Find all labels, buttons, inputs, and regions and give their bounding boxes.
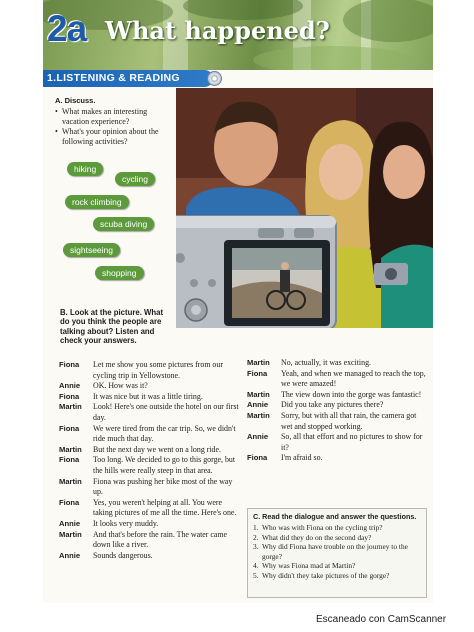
scanner-watermark: Escaneado con CamScanner [316, 614, 447, 625]
discuss-section [55, 96, 175, 147]
unit-number: 2a [47, 8, 87, 49]
dialogue-text: Look! Here's one outside the hotel on our first day. [93, 402, 239, 422]
question-item [253, 542, 421, 561]
dialogue-text: Yes, you weren't helping at all. You were taking pictures of me all the time. Here's one. [93, 497, 237, 518]
dialogue-line [247, 369, 427, 390]
dialogue-text: I'm afraid so. [281, 453, 323, 463]
question-text: Why did Fiona have trouble on the journey to the gorge? [262, 542, 408, 561]
speaker-name: Fiona [59, 360, 80, 369]
speaker-name: Martin [247, 410, 270, 420]
dialogue-line [59, 519, 239, 530]
dialogue-text: Sounds dangerous. [93, 550, 153, 560]
dialogue-text: Yeah, and when we managed to reach the top, we were amazed! [281, 368, 426, 389]
discuss-bullet: • What's your opinion about the following activities? [55, 127, 175, 147]
speaker-name: Annie [59, 518, 81, 528]
question-text: What did they do on the second day? [262, 532, 372, 542]
speaker-name: Annie [59, 381, 81, 391]
question-text: Who was with Fiona on the cycling trip? [262, 523, 383, 532]
activity-tag-scuba-diving: scuba diving [93, 217, 154, 231]
activity-tag-sightseeing: sightseeing [63, 243, 120, 257]
part-b-instructions: B. Look at the picture. What do you think the people are talking about? Listen and check your answers. [60, 308, 164, 346]
dialogue-text: It was nice but it was a little tiring. [93, 391, 203, 401]
dialogue-line [59, 381, 239, 392]
dialogue-line [59, 530, 239, 551]
dialogue-line [247, 432, 427, 453]
dialogue-text: The view down into the gorge was fantastic! [281, 389, 422, 399]
activity-tag-hiking: hiking [67, 162, 103, 176]
speaker-name: Annie [247, 432, 269, 442]
question-item [253, 571, 421, 581]
dialogue-line [247, 411, 427, 432]
dialogue-text: Sorry, but with all that rain, the camera got wet and stopped working. [281, 410, 417, 431]
speaker-name: Martin [59, 476, 82, 486]
dialogue-text: No, actually, it was exciting. [281, 358, 371, 367]
friends-photo [176, 88, 433, 328]
question-number: 2. [253, 532, 259, 542]
dialogue-text: But the next day we went on a long ride. [93, 444, 221, 454]
dialogue-line [59, 498, 239, 519]
dialogue-line [59, 392, 239, 403]
speaker-name: Fiona [59, 455, 80, 465]
speaker-name: Martin [247, 389, 270, 399]
question-item [253, 533, 421, 543]
discuss-bullet: • What makes an interesting vacation experience? [55, 107, 175, 127]
dialogue-left-column [59, 360, 239, 561]
question-number: 1. [253, 523, 259, 532]
dialogue-text: Let me show you some pictures from our cycling trip in Yellowstone. [93, 360, 223, 380]
dialogue-text: It looks very muddy. [93, 518, 159, 528]
question-text: Why didn't they take pictures of the gorge? [262, 570, 390, 580]
textbook-page [43, 0, 433, 603]
speaker-name: Martin [59, 529, 82, 539]
dialogue-text: Fiona was pushing her bike most of the way up. [93, 476, 233, 497]
dialogue-right-column [247, 358, 427, 464]
dialogue-line [59, 445, 239, 456]
dialogue-text: Too long. We decided to go to this gorge, but the hills were really steep in that area. [93, 455, 236, 475]
dialogue-text: We were tired from the car trip. So, we didn't ride much that day. [93, 423, 236, 444]
dialogue-text: Did you take any pictures there? [281, 400, 384, 410]
question-number: 5. [253, 570, 259, 580]
speaker-name: Martin [59, 444, 82, 454]
dialogue-line [59, 360, 239, 381]
dialogue-line [59, 551, 239, 562]
speaker-name: Fiona [59, 423, 80, 433]
question-text: Why was Fiona mad at Martin? [262, 561, 356, 571]
unit-title: What happened? [105, 16, 330, 45]
dialogue-text: And that's before the rain. The water came down like a river. [93, 529, 228, 550]
dialogue-text: OK. How was it? [93, 381, 148, 391]
activity-tag-rock-climbing: rock climbing [65, 195, 129, 209]
question-number: 4. [253, 561, 259, 571]
question-item [253, 523, 421, 533]
dialogue-line [247, 390, 427, 401]
dialogue-line [59, 424, 239, 445]
speaker-name: Fiona [59, 391, 80, 401]
speaker-name: Annie [59, 550, 81, 560]
speaker-name: Annie [247, 400, 269, 410]
activity-tag-shopping: shopping [95, 266, 144, 280]
speaker-name: Fiona [59, 497, 80, 507]
dialogue-line [247, 400, 427, 411]
dialogue-line [247, 453, 427, 464]
speaker-name: Fiona [247, 453, 268, 463]
speaker-name: Martin [59, 402, 82, 412]
speaker-name: Martin [247, 358, 270, 367]
dialogue-text: So, all that effort and no pictures to show for it? [281, 432, 423, 452]
question-item [253, 561, 421, 571]
dialogue-line [247, 358, 427, 369]
questions-heading: C. Read the dialogue and answer the questions. [253, 512, 417, 521]
audio-cd-icon[interactable] [207, 71, 222, 86]
dialogue-line [59, 402, 239, 423]
activity-tag-cycling: cycling [115, 172, 155, 186]
section-label: 1.LISTENING & READING [47, 72, 180, 84]
section-bar [43, 70, 213, 87]
dialogue-line [59, 455, 239, 476]
discuss-heading: A. Discuss. [55, 96, 96, 105]
dialogue-line [59, 477, 239, 498]
questions-box [247, 508, 427, 598]
unit-header [43, 0, 433, 70]
question-number: 3. [253, 542, 259, 552]
speaker-name: Fiona [247, 368, 268, 378]
